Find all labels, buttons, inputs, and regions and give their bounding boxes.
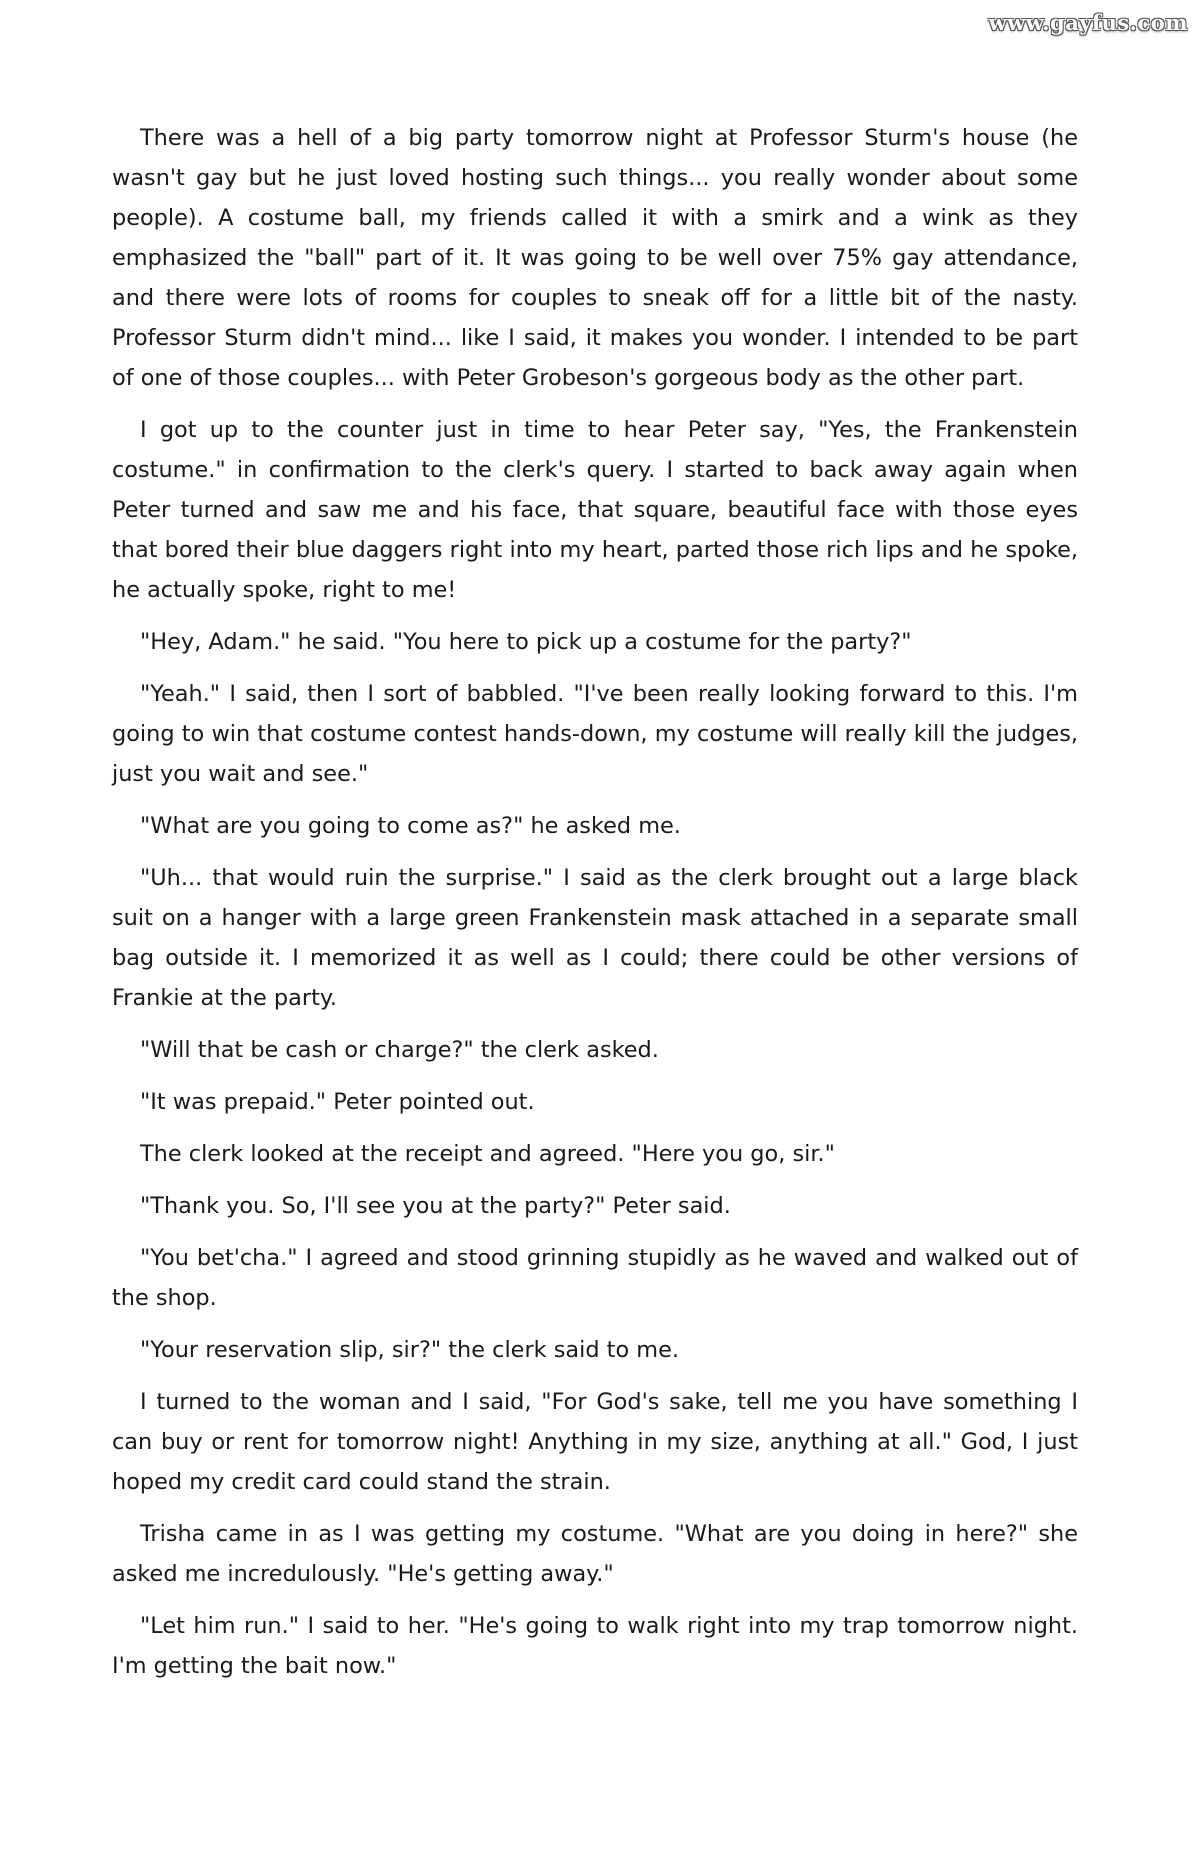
- paragraph-8: "It was prepaid." Peter pointed out.: [140, 1089, 535, 1115]
- paragraph-3: "Hey, Adam." he said. "You here to pick up a costume for the party?": [140, 629, 912, 655]
- paragraph-6: "Uh... that would ruin the surprise." I said as the clerk brought out a large black suit on a hanger with a large green Frankenstein mask attached in a separate small bag outside it. I memorized it as well as I could; there could be other versions of Frankie at the party.: [112, 865, 1078, 1011]
- paragraph-12: "Your reservation slip, sir?" the clerk said to me.: [140, 1337, 679, 1363]
- site-watermark: www.gayfus.com: [988, 10, 1188, 35]
- paragraph-11: "You bet'cha." I agreed and stood grinning stupidly as he waved and walked out of the shop.: [112, 1245, 1078, 1311]
- paragraph-14: Trisha came in as I was getting my costume. "What are you doing in here?" she asked me incredulously. "He's getting away.": [112, 1521, 1078, 1587]
- paragraph-1: There was a hell of a big party tomorrow night at Professor Sturm's house (he wasn't gay but he just loved hosting such things... you really wonder about some people). A costume ball, my friends called it with a smirk and a wink as they emphasized the "ball" part of it. It was going to be well over 75% gay attendance, and there were lots of rooms for couples to sneak off for a little bit of the nasty. Professor Sturm didn't mind... like I said, it makes you wonder. I intended to be part of one of those couples... with Peter Grobeson's gorgeous body as the other part.: [112, 125, 1078, 391]
- paragraph-2: I got up to the counter just in time to hear Peter say, "Yes, the Frankenstein costume." in confirmation to the clerk's query. I started to back away again when Peter turned and saw me and his face, that square, beautiful face with those eyes that bored their blue daggers right into my heart, parted those rich lips and he spoke, he actually spoke, right to me!: [112, 417, 1078, 603]
- paragraph-4: "Yeah." I said, then I sort of babbled. "I've been really looking forward to this. I'm going to win that costume contest hands-down, my costume will really kill the judges, just you wait and see.": [112, 681, 1078, 787]
- paragraph-7: "Will that be cash or charge?" the clerk asked.: [140, 1037, 659, 1063]
- story-page: [112, 118, 1078, 1686]
- paragraph-15: "Let him run." I said to her. "He's going to walk right into my trap tomorrow night. I'm getting the bait now.": [112, 1613, 1078, 1679]
- paragraph-5: "What are you going to come as?" he asked me.: [140, 813, 681, 839]
- paragraph-9: The clerk looked at the receipt and agreed. "Here you go, sir.": [140, 1141, 835, 1167]
- paragraph-10: "Thank you. So, I'll see you at the party?" Peter said.: [140, 1193, 731, 1219]
- paragraph-13: I turned to the woman and I said, "For God's sake, tell me you have something I can buy or rent for tomorrow night! Anything in my size, anything at all." God, I just hoped my credit card could stand the strain.: [112, 1389, 1078, 1495]
